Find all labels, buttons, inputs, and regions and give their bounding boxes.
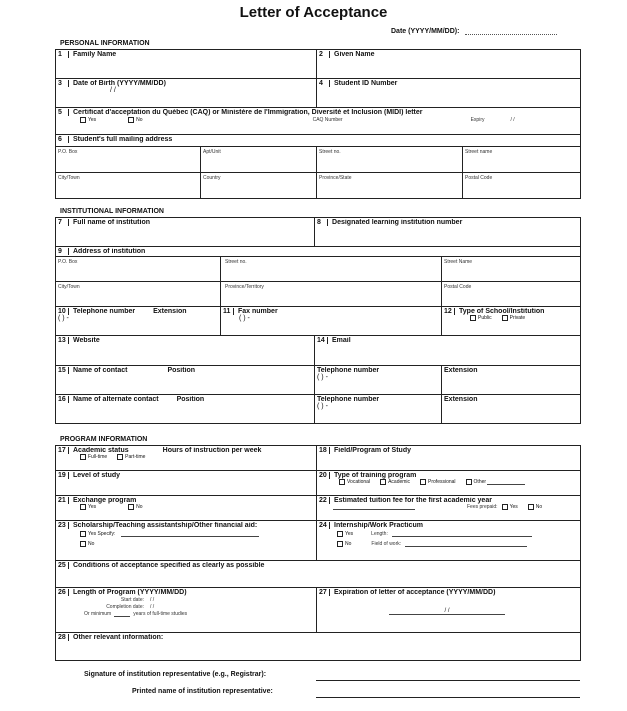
date-input-line[interactable] (465, 28, 557, 35)
dob-slashes: / / (110, 87, 116, 94)
internship-no-checkbox[interactable] (337, 541, 343, 547)
program-length-label: Length of Program (YYYY/MM/DD) (73, 589, 187, 596)
contact-position-label: Position (167, 367, 196, 374)
minimum-label: Or minimum (84, 611, 112, 617)
aid-yes-checkbox[interactable] (80, 531, 86, 537)
program-info-table (55, 445, 581, 661)
institution-address-header: 9 Address of institution (56, 247, 581, 257)
form-title: Letter of Acceptance (239, 4, 388, 21)
exchange-program-field: 21 Exchange program Yes No (56, 496, 317, 521)
exchange-no-checkbox[interactable] (128, 504, 134, 510)
contact-extension-field[interactable] (442, 366, 581, 395)
part-time-checkbox[interactable] (117, 454, 123, 460)
date-label: Date (YYYY/MM/DD): (391, 28, 460, 35)
full-time-label: Full-time (88, 454, 108, 460)
alternate-telephone-field[interactable] (315, 395, 442, 424)
institution-name-label: Full name of institution (73, 219, 150, 226)
program-info-heading: PROGRAM INFORMATION (60, 436, 148, 443)
expiration-field[interactable]: 27 Expiration of letter of acceptance (YYYY/MM/DD) / / (317, 588, 581, 633)
printed-name-label: Printed name of institution representative: (132, 688, 273, 695)
exchange-yes-checkbox[interactable] (80, 504, 86, 510)
completion-date-input[interactable]: / / (150, 604, 155, 610)
field-of-study-field[interactable]: 18 Field/Program of Study (317, 446, 581, 471)
academic-status-field: 17 Academic status Hours of instruction per week Full-time Part-time (56, 446, 317, 471)
training-type-field: 20 Type of training program Vocational Academic Professional Other (317, 471, 581, 496)
private-checkbox[interactable] (502, 315, 508, 321)
email-field[interactable]: 14 Email (315, 336, 581, 366)
internship-length-line[interactable] (392, 531, 532, 537)
fees-prepaid-label: Fees prepaid: (467, 504, 498, 510)
start-date-label: Start date: (120, 597, 144, 603)
aid-no-label: No (88, 541, 95, 547)
academic-checkbox[interactable] (380, 479, 386, 485)
prepaid-no-checkbox[interactable] (528, 504, 534, 510)
alternate-contact-label: Name of alternate contact (73, 396, 159, 403)
exchange-program-label: Exchange program (73, 497, 137, 504)
public-label: Public (478, 315, 492, 321)
vocational-label: Vocational (347, 479, 371, 485)
expiration-label: Expiration of letter of acceptance (YYYY/MM/DD) (334, 589, 496, 596)
field-of-work-label: Field of work: (371, 541, 402, 547)
signature-label: Signature of institution representative (e.g., Registrar): (84, 671, 267, 678)
completion-date-label: Completion date: (106, 604, 144, 610)
alternate-extension-label: Extension (444, 396, 478, 403)
contact-extension-label: Extension (444, 367, 478, 374)
start-date-input[interactable]: / / (150, 597, 155, 603)
other-label: Other (473, 479, 487, 485)
caq-number-label: CAQ Number (312, 117, 343, 123)
telephone-label: Telephone number (73, 308, 136, 315)
prepaid-yes-label: Yes (509, 504, 518, 510)
part-time-label: Part-time (125, 454, 146, 460)
institution-fax-field[interactable]: 11 Fax number ( ) - (221, 307, 442, 336)
printed-name-line[interactable] (316, 697, 580, 698)
student-id-field[interactable]: 4 Student ID Number (317, 79, 581, 108)
caq-yes-checkbox[interactable] (80, 117, 86, 123)
mailing-street-name[interactable]: Street name (463, 147, 581, 173)
field-of-study-label: Field/Program of Study (334, 447, 412, 454)
institutional-info-table (55, 217, 581, 424)
caq-yes-label: Yes (88, 117, 97, 123)
mailing-province[interactable]: Province/State (317, 173, 463, 199)
tuition-input-line[interactable] (333, 504, 415, 510)
institution-postal-code[interactable]: Postal Code (442, 282, 581, 307)
signature-line[interactable] (316, 680, 580, 681)
student-id-label: Student ID Number (334, 80, 398, 87)
extension-label: Extension (153, 308, 187, 315)
mailing-address-label: Student's full mailing address (73, 136, 173, 143)
caq-no-checkbox[interactable] (128, 117, 134, 123)
personal-info-table (55, 49, 581, 199)
expiry-slashes: / / (510, 117, 515, 123)
years-label: years of full-time studies (133, 611, 188, 617)
date-of-birth-field[interactable]: 3 Date of Birth (YYYY/MM/DD) / / (56, 79, 317, 108)
public-checkbox[interactable] (470, 315, 476, 321)
institution-city[interactable]: City/Town (56, 282, 221, 307)
expiry-label: Expiry (470, 117, 485, 123)
school-type-label: Type of School/Institution (459, 308, 545, 315)
institution-province[interactable]: Province/Territory (221, 282, 442, 307)
other-input-line[interactable] (487, 479, 525, 485)
contact-name-field[interactable]: 15 Name of contact Position (56, 366, 315, 395)
tuition-fee-label: Estimated tuition fee for the first academic year (334, 497, 492, 504)
prepaid-yes-checkbox[interactable] (502, 504, 508, 510)
dob-label: Date of Birth (YYYY/MM/DD) (73, 80, 166, 87)
aid-no-checkbox[interactable] (80, 541, 86, 547)
conditions-label: Conditions of acceptance specified as clearly as possible (73, 562, 265, 569)
alternate-telephone-format: ( ) - (317, 403, 328, 410)
aid-yes-label: Yes Specify: (88, 531, 116, 537)
hours-label: Hours of instruction per week (162, 447, 262, 454)
contact-telephone-label: Telephone number (317, 367, 380, 374)
contact-telephone-field[interactable] (315, 366, 442, 395)
website-field[interactable]: 13 Website (56, 336, 315, 366)
private-label: Private (509, 315, 526, 321)
contact-name-label: Name of contact (73, 367, 128, 374)
mailing-postal-code[interactable]: Postal Code (463, 173, 581, 199)
contact-telephone-format: ( ) - (317, 374, 328, 381)
caq-midi-field: 5 Certificat d'acceptation du Québec (CAQ) or Ministère de l'Immigration, Diversité et Inclusion (MIDI) letter Yes No CAQ Number Expiry / / (56, 108, 581, 135)
personal-info-heading: PERSONAL INFORMATION (60, 40, 150, 47)
mailing-country[interactable]: Country (201, 173, 317, 199)
email-label: Email (332, 337, 351, 344)
exchange-no-label: No (136, 504, 143, 510)
vocational-checkbox[interactable] (339, 479, 345, 485)
alternate-position-label: Position (176, 396, 205, 403)
professional-label: Professional (428, 479, 456, 485)
internship-yes-checkbox[interactable] (337, 531, 343, 537)
expiration-input-line[interactable]: / / (389, 608, 505, 615)
caq-no-label: No (136, 117, 143, 123)
prepaid-no-label: No (535, 504, 543, 510)
alternate-contact-field[interactable]: 16 Name of alternate contact Position (56, 395, 315, 424)
given-name-field[interactable]: 2 Given Name (317, 50, 581, 79)
other-info-label: Other relevant information: (73, 634, 164, 641)
exchange-yes-label: Yes (88, 504, 97, 510)
mailing-street-no[interactable]: Street no. (317, 147, 463, 173)
aid-specify-line[interactable] (121, 531, 259, 537)
professional-checkbox[interactable] (420, 479, 426, 485)
fax-label: Fax number (238, 308, 278, 315)
level-of-study-field[interactable]: 19 Level of study (56, 471, 317, 496)
institution-name-field[interactable]: 7 Full name of institution (56, 218, 315, 247)
field-of-work-line[interactable] (405, 541, 527, 547)
mailing-po-box[interactable]: P.O. Box (56, 147, 201, 173)
tuition-fee-field[interactable]: 22 Estimated tuition fee for the first academic year Fees prepaid: Yes No (317, 496, 581, 521)
dli-number-label: Designated learning institution number (332, 219, 463, 226)
telephone-format: ( ) - (58, 315, 69, 322)
academic-label: Academic (388, 479, 411, 485)
level-of-study-label: Level of study (73, 472, 121, 479)
internship-length-label: Length: (371, 531, 388, 537)
date-field[interactable] (391, 28, 557, 35)
mailing-city[interactable]: City/Town (56, 173, 201, 199)
alternate-extension-field[interactable] (442, 395, 581, 424)
mailing-apt-unit[interactable]: Apt/Unit (201, 147, 317, 173)
school-type-field: 12 Type of School/Institution Public Private (442, 307, 581, 336)
other-checkbox[interactable] (466, 479, 472, 485)
alternate-telephone-label: Telephone number (317, 396, 380, 403)
institution-telephone-field[interactable]: 10 Telephone number Extension ( ) - (56, 307, 221, 336)
minimum-years-line[interactable] (114, 611, 130, 617)
internship-no-label: No (345, 541, 352, 547)
dli-number-field[interactable]: 8 Designated learning institution number (315, 218, 581, 247)
institution-address-label: Address of institution (73, 248, 146, 255)
institution-street-no[interactable]: Street no. (221, 257, 442, 282)
internship-label: Internship/Work Practicum (334, 522, 423, 529)
family-name-label: Family Name (73, 51, 117, 58)
given-name-label: Given Name (334, 51, 375, 58)
internship-field: 24 Internship/Work Practicum Yes Length: No Field of work: (317, 521, 581, 561)
academic-status-label: Academic status (73, 447, 129, 454)
institution-po-box[interactable]: P.O. Box (56, 257, 221, 282)
internship-yes-label: Yes (345, 531, 354, 537)
website-label: Website (73, 337, 100, 344)
institution-street-name[interactable]: Street Name (442, 257, 581, 282)
training-type-label: Type of training program (334, 472, 417, 479)
program-length-field: 26 Length of Program (YYYY/MM/DD) Start date: / / Completion date: / / Or minimum years of full-time studies (56, 588, 317, 633)
other-info-field[interactable]: 28 Other relevant information: (56, 633, 581, 661)
mailing-address-header: 6 Student's full mailing address (56, 135, 581, 147)
financial-aid-label: Scholarship/Teaching assistantship/Other financial aid: (73, 522, 258, 529)
conditions-field[interactable]: 25 Conditions of acceptance specified as clearly as possible (56, 561, 581, 588)
fax-format: ( ) - (239, 315, 250, 322)
institutional-info-heading: INSTITUTIONAL INFORMATION (60, 208, 164, 215)
caq-label: Certificat d'acceptation du Québec (CAQ) or Ministère de l'Immigration, Diversité et Inclusion (MIDI) letter (73, 109, 423, 116)
financial-aid-field: 23 Scholarship/Teaching assistantship/Other financial aid: Yes Specify: No (56, 521, 317, 561)
family-name-field[interactable]: 1 Family Name (56, 50, 317, 79)
full-time-checkbox[interactable] (80, 454, 86, 460)
